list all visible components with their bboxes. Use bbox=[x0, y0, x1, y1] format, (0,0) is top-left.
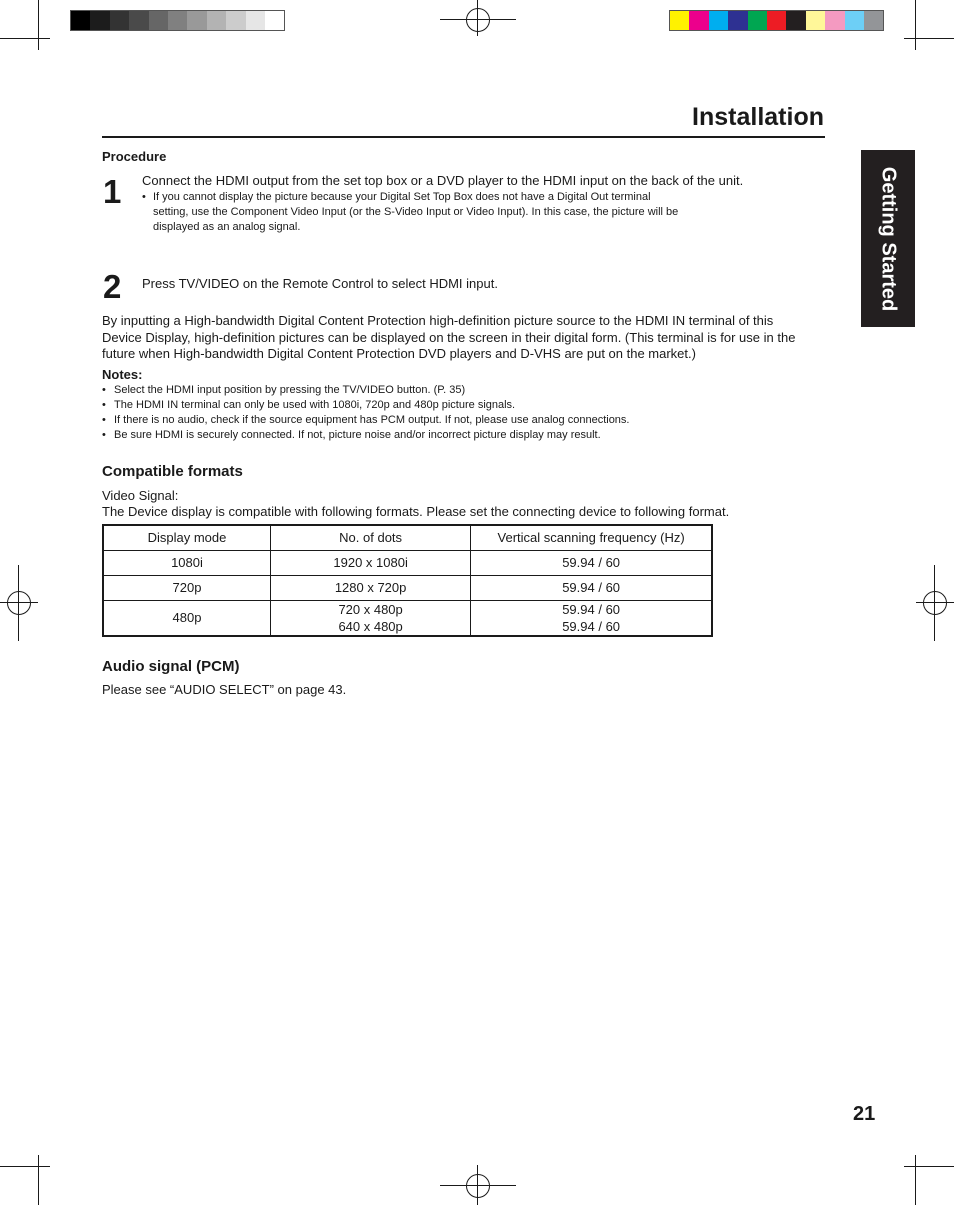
column-header: Display mode bbox=[103, 525, 270, 550]
color-swatch bbox=[129, 11, 148, 30]
registration-line bbox=[440, 1185, 516, 1186]
color-swatch bbox=[786, 11, 805, 30]
page-title: Installation bbox=[692, 103, 824, 131]
display-mode-cell: 480p bbox=[103, 600, 270, 636]
step-sub-line: If you cannot display the picture because your Digital Set Top Box does not have a Digital Out terminal bbox=[153, 191, 651, 203]
color-swatch bbox=[265, 11, 284, 30]
column-header: Vertical scanning frequency (Hz) bbox=[471, 525, 712, 550]
registration-line bbox=[440, 19, 516, 20]
color-swatch bbox=[71, 11, 90, 30]
registration-line bbox=[0, 602, 38, 603]
crop-mark bbox=[0, 1166, 50, 1167]
audio-signal-text: Please see “AUDIO SELECT” on page 43. bbox=[102, 682, 347, 697]
crop-mark bbox=[915, 0, 916, 50]
table-row bbox=[103, 575, 712, 600]
step-text: Connect the HDMI output from the set top box or a DVD player to the HDMI input on the back of the unit. bbox=[142, 173, 744, 188]
color-swatch bbox=[767, 11, 786, 30]
note-item: Select the HDMI input position by pressing the TV/VIDEO button. (P. 35) bbox=[114, 384, 466, 396]
step-number: 1 bbox=[103, 173, 122, 210]
table-row bbox=[103, 550, 712, 575]
formats-description: The Device display is compatible with following formats. Please set the connecting device to following format. bbox=[102, 504, 730, 519]
dots-value: 640 x 480p bbox=[338, 618, 403, 634]
compatible-formats-heading: Compatible formats bbox=[102, 463, 243, 480]
video-signal-label: Video Signal: bbox=[102, 488, 179, 503]
notes-heading: Notes: bbox=[102, 367, 143, 382]
crop-mark bbox=[38, 1155, 39, 1205]
display-mode-cell: 1080i bbox=[103, 550, 270, 575]
color-swatch bbox=[246, 11, 265, 30]
frequency-cell: 59.94 / 60 bbox=[471, 550, 712, 575]
crop-mark bbox=[915, 1155, 916, 1205]
section-tab bbox=[861, 150, 915, 327]
note-bullet: • bbox=[102, 414, 106, 426]
dots-cell: 1280 x 720p bbox=[270, 575, 470, 600]
procedure-heading: Procedure bbox=[102, 149, 167, 164]
dots-value: 720 x 480p bbox=[338, 601, 403, 617]
table-header-row bbox=[103, 525, 712, 550]
color-swatch bbox=[825, 11, 844, 30]
registration-mark-icon bbox=[7, 591, 31, 615]
note-item: Be sure HDMI is securely connected. If not, picture noise and/or incorrect picture display may result. bbox=[114, 429, 601, 441]
section-tab-label: Getting Started bbox=[877, 166, 900, 311]
step-sub-line: displayed as an analog signal. bbox=[153, 221, 301, 233]
color-swatch bbox=[90, 11, 109, 30]
note-bullet: • bbox=[102, 384, 106, 396]
step-text: Press TV/VIDEO on the Remote Control to select HDMI input. bbox=[142, 276, 498, 291]
crop-mark bbox=[0, 38, 50, 39]
registration-line bbox=[18, 565, 19, 641]
process-color-bar bbox=[669, 10, 884, 31]
step-sub-bullet: • bbox=[142, 191, 146, 203]
audio-signal-heading: Audio signal (PCM) bbox=[102, 658, 240, 675]
color-swatch bbox=[168, 11, 187, 30]
registration-mark-icon bbox=[466, 8, 490, 32]
note-bullet: • bbox=[102, 429, 106, 441]
registration-mark-icon bbox=[466, 1174, 490, 1198]
color-swatch bbox=[748, 11, 767, 30]
formats-table bbox=[102, 524, 713, 637]
color-swatch bbox=[110, 11, 129, 30]
color-swatch bbox=[670, 11, 689, 30]
frequency-value: 59.94 / 60 bbox=[562, 601, 621, 617]
color-swatch bbox=[187, 11, 206, 30]
registration-line bbox=[934, 565, 935, 641]
title-rule bbox=[102, 136, 825, 138]
page-number: 21 bbox=[853, 1103, 876, 1125]
color-swatch bbox=[709, 11, 728, 30]
color-swatch bbox=[207, 11, 226, 30]
color-swatch bbox=[226, 11, 245, 30]
frequency-value: 59.94 / 60 bbox=[562, 618, 621, 634]
color-swatch bbox=[728, 11, 747, 30]
color-swatch bbox=[689, 11, 708, 30]
registration-line bbox=[477, 0, 478, 36]
step-number: 2 bbox=[103, 268, 122, 305]
color-swatch bbox=[864, 11, 883, 30]
note-item: The HDMI IN terminal can only be used with 1080i, 720p and 480p picture signals. bbox=[114, 399, 516, 411]
crop-mark bbox=[38, 0, 39, 50]
registration-line bbox=[916, 602, 954, 603]
step-sub-line: setting, use the Component Video Input (or the S-Video Input or Video Input). In this case, the picture will be bbox=[153, 206, 679, 218]
registration-mark-icon bbox=[923, 591, 947, 615]
registration-line bbox=[477, 1165, 478, 1205]
dots-cell bbox=[270, 600, 470, 636]
intro-paragraph: By inputting a High-bandwidth Digital Content Protection high-definition picture source to the HDMI IN terminal of this Device Display, high-definition pictures can be displayed on the screen in their digital form. (This terminal is for use in the future when High-bandwidth Digital Content Protection DVD players and D-VHS are put on the market.) bbox=[102, 313, 796, 361]
gray-color-bar bbox=[70, 10, 285, 31]
color-swatch bbox=[845, 11, 864, 30]
note-bullet: • bbox=[102, 399, 106, 411]
color-swatch bbox=[149, 11, 168, 30]
crop-mark bbox=[904, 1166, 954, 1167]
frequency-cell: 59.94 / 60 bbox=[471, 575, 712, 600]
color-swatch bbox=[806, 11, 825, 30]
note-item: If there is no audio, check if the source equipment has PCM output. If not, please use analog connections. bbox=[114, 414, 630, 426]
dots-cell: 1920 x 1080i bbox=[270, 550, 470, 575]
display-mode-cell: 720p bbox=[103, 575, 270, 600]
table-row bbox=[103, 600, 712, 636]
column-header: No. of dots bbox=[270, 525, 470, 550]
frequency-cell bbox=[471, 600, 712, 636]
crop-mark bbox=[904, 38, 954, 39]
